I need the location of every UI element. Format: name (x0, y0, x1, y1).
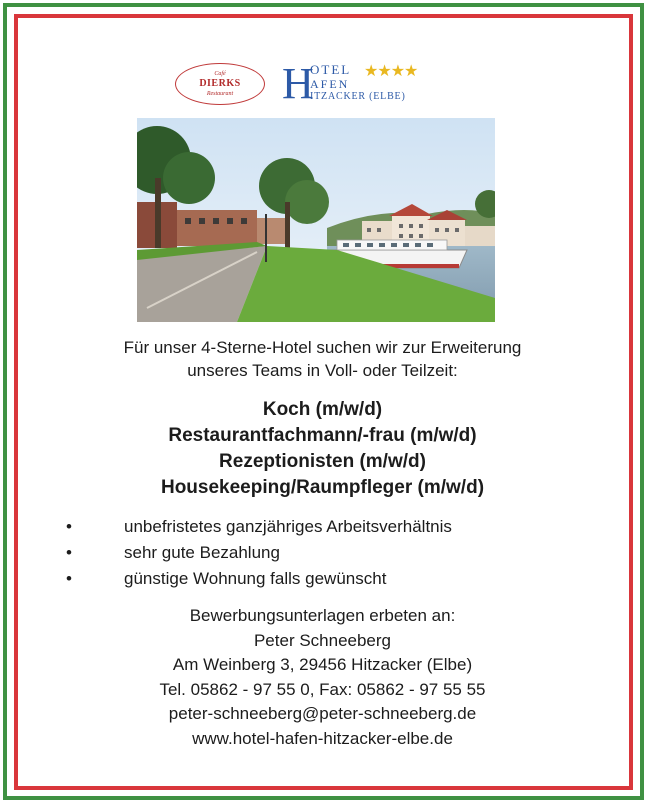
benefits-list (60, 514, 600, 592)
hotel-logo-line1: OTEL (310, 62, 352, 77)
job-advertisement (20, 18, 625, 780)
hotel-logo-line3: ITZACKER (ELBE) (310, 91, 406, 102)
contact-block (20, 604, 625, 751)
contact-name: Peter Schneeberg (253, 630, 392, 650)
benefit-item (60, 514, 600, 540)
benefit-text: günstige Wohnung falls gewünscht (124, 569, 387, 588)
contact-heading: Bewerbungsunterlagen erbeten an: (189, 606, 456, 625)
hotel-logo-initial: H (282, 59, 314, 108)
intro-line-2: unseres Teams in Voll- oder Teilzeit: (187, 361, 458, 380)
bullet-icon: • (66, 543, 72, 562)
contact-email[interactable]: peter-schneeberg@peter-schneeberg.de (168, 704, 477, 723)
benefit-item (60, 540, 600, 566)
hotel-hafen-logo (282, 58, 482, 108)
logo-row (170, 58, 490, 118)
cafe-logo-line1: Café (214, 71, 226, 77)
job-title: Housekeeping/Raumpfleger (m/w/d) (160, 477, 485, 498)
benefit-text: sehr gute Bezahlung (124, 543, 280, 562)
job-title: Restaurantfachmann/-frau (m/w/d) (168, 425, 477, 446)
bullet-icon: • (66, 517, 72, 536)
benefit-item (60, 566, 600, 592)
hotel-logo-line2: AFEN (310, 77, 350, 91)
job-title-list (20, 397, 625, 501)
contact-address: Am Weinberg 3, 29456 Hitzacker (Elbe) (172, 655, 473, 674)
cafe-logo-line3: Restaurant (206, 91, 234, 97)
benefit-text: unbefristetes ganzjähriges Arbeitsverhältnis (124, 517, 452, 536)
job-title: Rezeptionisten (m/w/d) (219, 451, 426, 472)
cafe-logo-name: DIERKS (199, 78, 241, 89)
hotel-photo (137, 118, 495, 322)
contact-phone: Tel. 05862 - 97 55 0, Fax: 05862 - 97 55 55 (159, 679, 486, 699)
intro-line-1: Für unser 4-Sterne-Hotel suchen wir zur Erweiterung (123, 338, 522, 357)
job-title: Koch (m/w/d) (262, 399, 383, 420)
contact-website[interactable]: www.hotel-hafen-hitzacker-elbe.de (192, 728, 453, 748)
star-rating-icon: ★★★★ (364, 63, 418, 80)
intro-text (20, 336, 625, 382)
bullet-icon: • (66, 569, 72, 588)
cafe-dierks-logo (175, 63, 265, 105)
